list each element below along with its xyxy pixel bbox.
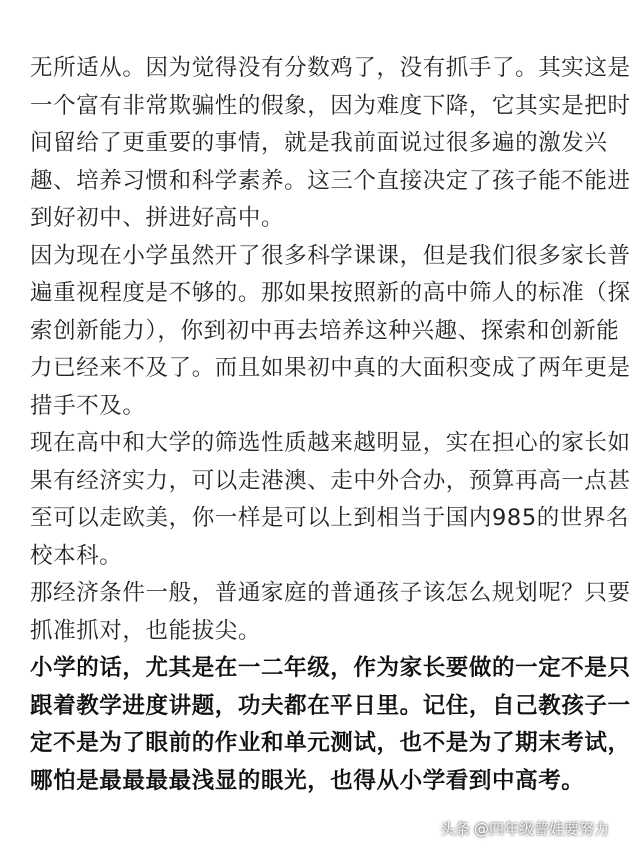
text-line: 无所适从。因为觉得没有分数鸡了，没有抓手了。其实这是 <box>30 55 631 81</box>
paragraph-1 <box>30 50 631 238</box>
text-line: 那经济条件一般，普通家庭的普通孩子该怎么规划呢？只要 <box>30 580 631 606</box>
text-line: 果有经济实力，可以走港澳、走中外合办，预算再高一点甚 <box>30 467 631 494</box>
paragraph-5-bold <box>30 650 631 800</box>
paragraph-3 <box>30 425 631 575</box>
article-body <box>30 50 631 800</box>
text-line: 趣、培养习惯和科学素养。这三个直接决定了孩子能不能进 <box>30 167 631 194</box>
text-line: 到好初中、拼进好高中。 <box>30 205 285 231</box>
text-line: 间留给了更重要的事情，就是我前面说过很多遍的激发兴 <box>30 130 608 156</box>
text-line: 因为现在小学虽然开了很多科学课课，但是我们很多家长普 <box>30 242 631 269</box>
watermark-platform: 头条 <box>440 819 471 838</box>
watermark-handle: @四年级普娃要努力 <box>474 819 610 838</box>
text-line: 定不是为了眼前的作业和单元测试，也不是为了期末考试， <box>30 730 631 756</box>
text-line: 一个富有非常欺骗性的假象，因为难度下降，它其实是把时 <box>30 92 631 119</box>
text-line: 哪怕是最最最最浅显的眼光，也得从小学看到中高考。 <box>30 767 585 794</box>
text-line: 跟着教学进度讲题，功夫都在平日里。记住，自己教孩子一 <box>30 692 631 719</box>
text-line: 遍重视程度是不够的。那如果按照新的高中筛人的标准（探 <box>30 280 631 306</box>
text-line: 现在高中和大学的筛选性质越来越明显，实在担心的家长如 <box>30 430 631 456</box>
text-line: 校本科。 <box>30 542 123 569</box>
text-line: 抓准抓对，也能拔尖。 <box>30 617 262 644</box>
text-line: 力已经来不及了。而且如果初中真的大面积变成了两年更是 <box>30 355 631 381</box>
source-watermark <box>440 814 609 842</box>
text-line: 措手不及。 <box>30 392 146 419</box>
text-line: 小学的话，尤其是在一二年级，作为家长要做的一定不是只 <box>30 655 631 681</box>
text-line: 索创新能力），你到初中再去培养这种兴趣、探索和创新能 <box>30 317 620 344</box>
paragraph-2 <box>30 238 631 426</box>
text-line: 至可以走欧美，你一样是可以上到相当于国内985的世界名 <box>30 505 630 531</box>
paragraph-4 <box>30 575 631 650</box>
